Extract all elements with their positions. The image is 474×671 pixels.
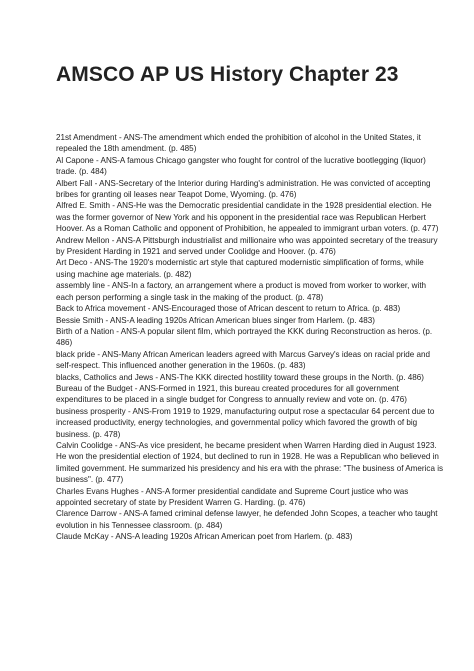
flashcard-entry: Charles Evans Hughes - ANS-A former presidential candidate and Supreme Court justice who was appointed secretary of state by President Warren G. Harding. (p. 476): [56, 486, 409, 507]
flashcard-entry: Andrew Mellon - ANS-A Pittsburgh industrialist and millionaire who was appointed secretary of the treasury by President Harding in 1921 and served under Coolidge and Hoover. (p. 476): [56, 235, 438, 257]
flashcard-entry: Claude McKay - ANS-A leading 1920s African American poet from Harlem. (p. 483): [56, 532, 353, 542]
flashcard-entry: Back to Africa movement - ANS-Encouraged those of African descent to return to Africa. (p. 483): [56, 304, 401, 314]
flashcard-entry: Al Capone - ANS-A famous Chicago gangster who fought for control of the lucrative bootlegging (liquor) trade. (p. 484): [56, 155, 426, 177]
flashcard-entry: Clarence Darrow - ANS-A famed criminal defense lawyer, he defended John Scopes, a teacher who taught evolution in his Tennessee classroom. (p. 484): [56, 509, 438, 530]
flashcard-entry: Alfred E. Smith - ANS-He was the Democratic presidential candidate in the 1928 presidential election. He was the former governor of New York and his opponent in the presidential race was Republican Herbert Hoover. As a Roman Catholic and opponent of Prohibition, he appealed to immigrant urban voters. (p. 477): [56, 201, 439, 234]
flashcard-entry: Bureau of the Budget - ANS-Formed in 1921, this bureau created procedures for all government expenditures to be placed in a single budget for Congress to annually review and vote on. (p. 476): [56, 383, 407, 405]
flashcard-entry: Art Deco - ANS-The 1920's modernistic art style that captured modernistic simplification of forms, while using machine age materials. (p. 482): [56, 258, 424, 279]
flashcard-entry: assembly line - ANS-In a factory, an arrangement where a product is moved from worker to worker, with each person performing a single task in the making of the product. (p. 478): [56, 281, 427, 302]
flashcard-entry: Calvin Coolidge - ANS-As vice president, he became president when Warren Harding died in August 1923. He won the presidential election of 1924, but declined to run in 1928. He was a Republican who believed in limited government. He summarized his presidency and his era with the phrase: "The business of America is business". (p. 477): [56, 440, 444, 485]
flashcard-entry: blacks, Catholics and Jews - ANS-The KKK directed hostility toward these groups in the North. (p. 486): [56, 372, 424, 382]
flashcard-entry: Bessie Smith - ANS-A leading 1920s African American blues singer from Harlem. (p. 483): [56, 315, 375, 325]
flashcard-entry: Albert Fall - ANS-Secretary of the Interior during Harding's administration. He was convicted of accepting bribes for granting oil leases near Teapot Dome, Wyoming. (p. 476): [56, 178, 431, 200]
flashcard-entry: business prosperity - ANS-From 1919 to 1929, manufacturing output rose a spectacular 64 percent due to increased productivity, energy technologies, and governmental policy which favored the growth of big business. (p. 478): [56, 406, 435, 439]
document-title: AMSCO AP US History Chapter 23: [56, 63, 399, 86]
flashcard-entry: 21st Amendment - ANS-The amendment which ended the prohibition of alcohol in the United States, it repealed the 18th amendment. (p. 485): [56, 133, 421, 154]
flashcard-list: [56, 132, 444, 543]
flashcard-entry: black pride - ANS-Many African American leaders agreed with Marcus Garvey's ideas on racial pride and self-respect. This influenced another generation in the 1960s. (p. 483): [56, 349, 431, 371]
flashcard-entry: Birth of a Nation - ANS-A popular silent film, which portrayed the KKK during Reconstruction as heros. (p. 486): [56, 326, 433, 348]
